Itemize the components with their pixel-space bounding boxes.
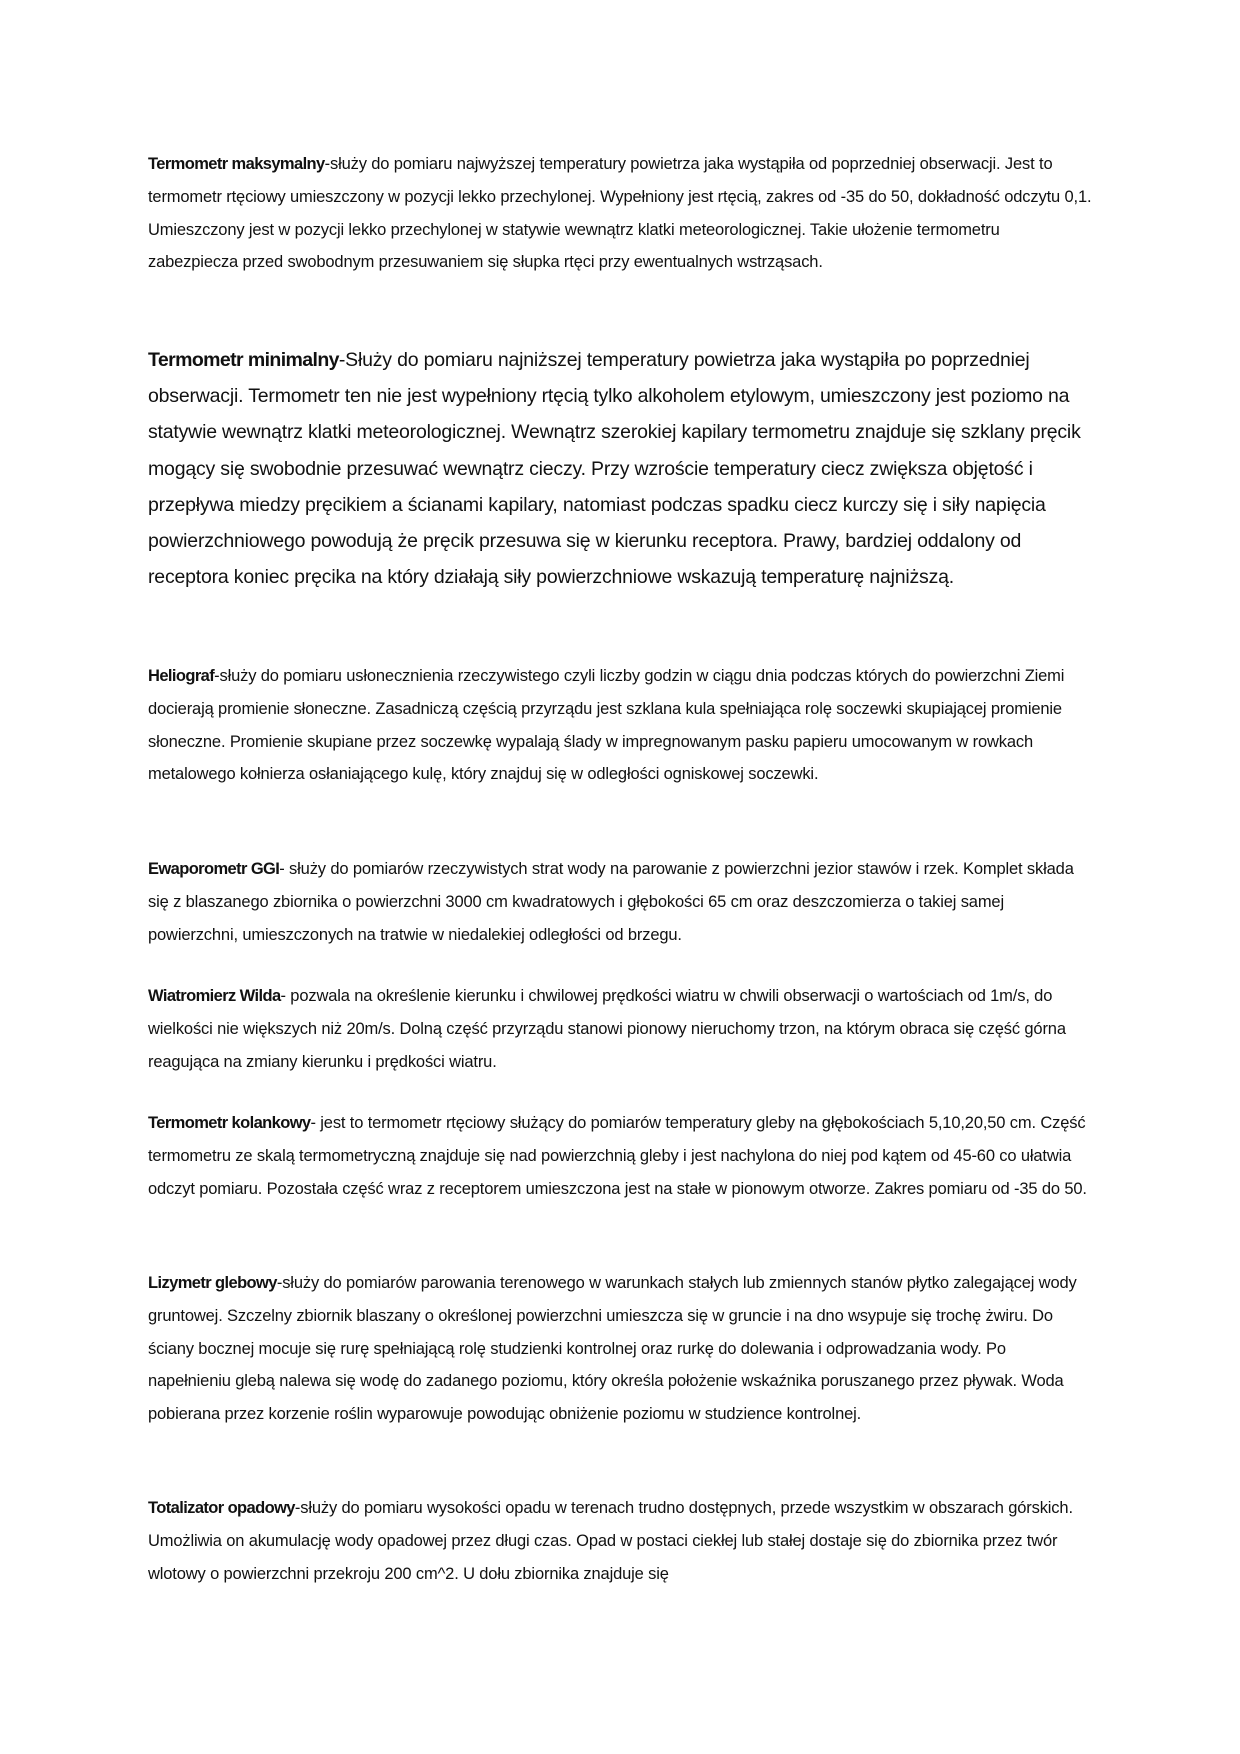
entry-heliograf <box>148 660 1093 791</box>
term-heading: Heliograf <box>148 667 215 685</box>
term-description: -służy do pomiaru usłonecznienia rzeczywistego czyli liczby godzin w ciągu dnia podczas których do powierzchni Ziemi docierają promienie słoneczne. Zasadniczą częścią przyrządu jest szklana kula spełniająca rolę soczewki skupiającej promienie słoneczne. Promienie skupiane przez soczewkę wypalają ślady w impregnowanym pasku papieru umocowanym w rowkach metalowego kołnierza osłaniającego kulę, który znajduj się w odległości ogniskowej soczewki. <box>148 667 1065 784</box>
entry-termometr-minimalny <box>148 342 1093 595</box>
term-heading: Termometr kolankowy <box>148 1114 311 1132</box>
term-heading: Wiatromierz Wilda <box>148 987 281 1005</box>
entry-lizymetr-glebowy <box>148 1267 1093 1431</box>
term-description: - jest to termometr rtęciowy służący do pomiarów temperatury gleby na głębokościach 5,10,20,50 cm. Część termometru ze skalą termometryczną znajduje się nad powierzchnią gleby i jest nachylona do niej pod kątem od 45-60 co ułatwia odczyt pomiaru. Pozostała część wraz z receptorem umieszczona jest na stałe w pionowym otworze. Zakres pomiaru od -35 do 50. <box>148 1114 1087 1198</box>
term-heading: Ewaporometr GGI <box>148 860 280 878</box>
entry-wiatromierz-wilda <box>148 980 1093 1078</box>
term-description: - pozwala na określenie kierunku i chwilowej prędkości wiatru w chwili obserwacji o wartościach od 1m/s, do wielkości nie większych niż 20m/s. Dolną część przyrządu stanowi pionowy nieruchomy trzon, na którym obraca się część górna reagująca na zmiany kierunku i prędkości wiatru. <box>148 987 1066 1071</box>
term-description: -Służy do pomiaru najniższej temperatury powietrza jaka wystąpiła po poprzedniej obserwacji. Termometr ten nie jest wypełniony rtęcią tylko alkoholem etylowym, umieszczony jest poziomo na statywie wewnątrz klatki meteorologicznej. Wewnątrz szerokiej kapilary termometru znajduje się szklany pręcik mogący się swobodnie przesuwać wewnątrz cieczy. Przy wzroście temperatury ciecz zwiększa objętość i przepływa miedzy pręcikiem a ścianami kapilary, natomiast podczas spadku ciecz kurczy się i siły napięcia powierzchniowego powodują że pręcik przesuwa się w kierunku receptora. Prawy, bardziej oddalony od receptora koniec pręcika na który działają siły powierzchniowe wskazują temperaturę najniższą. <box>148 349 1081 589</box>
term-description: -służy do pomiaru wysokości opadu w terenach trudno dostępnych, przede wszystkim w obszarach górskich. Umożliwia on akumulację wody opadowej przez długi czas. Opad w postaci ciekłej lub stałej dostaje się do zbiornika przez twór wlotowy o powierzchni przekroju 200 cm^2. U dołu zbiornika znajduje się <box>148 1499 1073 1583</box>
term-description: - służy do pomiarów rzeczywistych strat wody na parowanie z powierzchni jezior stawów i rzek. Komplet składa się z blaszanego zbiornika o powierzchni 3000 cm kwadratowych i głębokości 65 cm oraz deszczomierza o takiej samej powierzchni, umieszczonych na tratwie w niedalekiej odległości od brzegu. <box>148 860 1074 944</box>
term-heading: Totalizator opadowy <box>148 1499 295 1517</box>
term-description: -służy do pomiarów parowania terenowego w warunkach stałych lub zmiennych stanów płytko zalegającej wody gruntowej. Szczelny zbiornik blaszany o określonej powierzchni umieszcza się w gruncie i na dno wsypuje się trochę żwiru. Do ściany bocznej mocuje się rurę spełniającą rolę studzienki kontrolnej oraz rurkę do dolewania i odprowadzania wody. Po napełnieniu glebą nalewa się wodę do zadanego poziomu, który określa położenie wskaźnika poruszanego przez pływak. Woda pobierana przez korzenie roślin wyparowuje powodując obniżenie poziomu w studzience kontrolnej. <box>148 1274 1077 1424</box>
entry-totalizator-opadowy <box>148 1492 1093 1590</box>
entry-termometr-maksymalny <box>148 148 1093 279</box>
term-heading: Termometr minimalny <box>148 349 339 371</box>
entry-termometr-kolankowy <box>148 1107 1093 1205</box>
term-description: -służy do pomiaru najwyższej temperatury powietrza jaka wystąpiła od poprzedniej obserwacji. Jest to termometr rtęciowy umieszczony w pozycji lekko przechylonej. Wypełniony jest rtęcią, zakres od -35 do 50, dokładność odczytu 0,1. Umieszczony jest w pozycji lekko przechylonej w statywie wewnątrz klatki meteorologicznej. Takie ułożenie termometru zabezpiecza przed swobodnym przesuwaniem się słupka rtęci przy ewentualnych wstrząsach. <box>148 155 1092 272</box>
entry-ewaporometr-ggi <box>148 853 1093 951</box>
term-heading: Lizymetr glebowy <box>148 1274 277 1292</box>
term-heading: Termometr maksymalny <box>148 155 325 173</box>
